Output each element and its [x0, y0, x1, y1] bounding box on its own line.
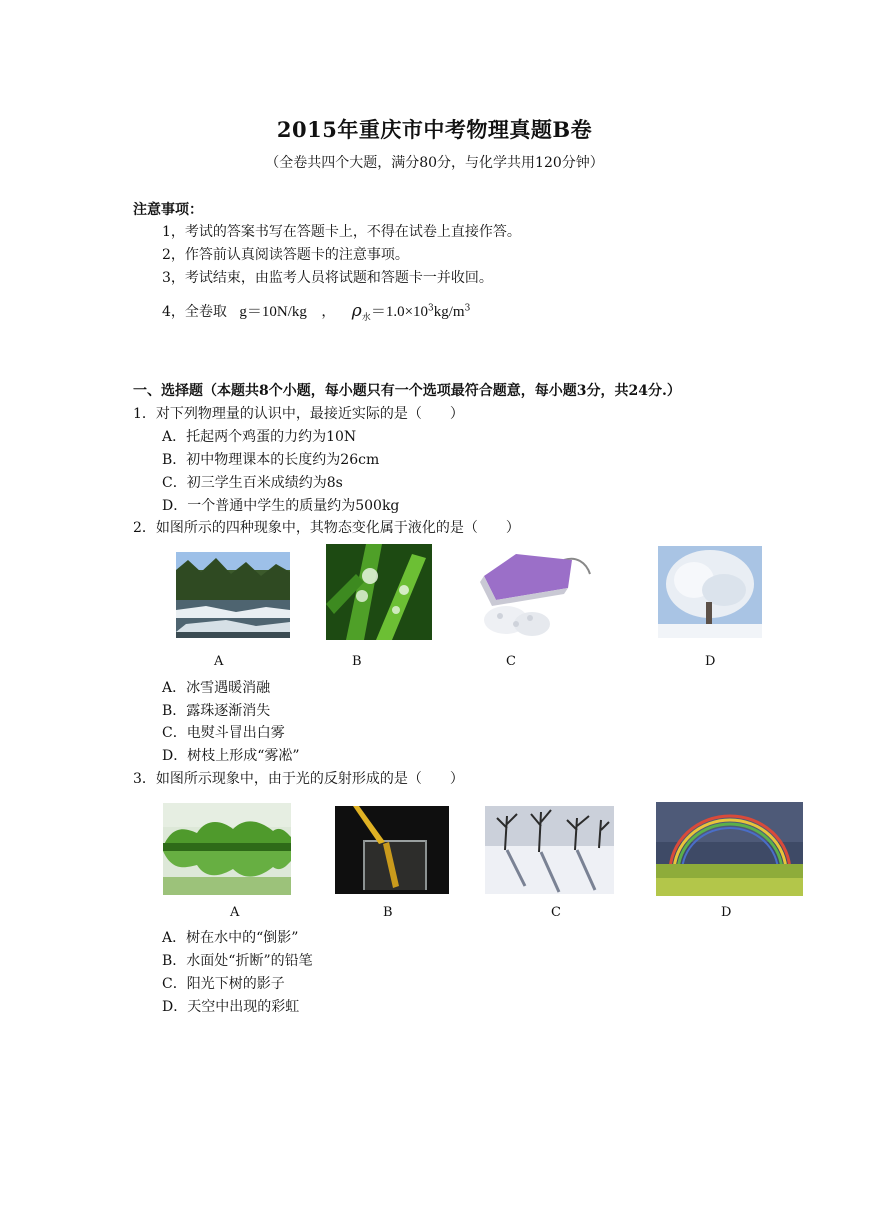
image-label: A [214, 654, 224, 669]
image-label: C [551, 905, 561, 920]
option: C．初三学生百米成绩约为8s [162, 475, 343, 491]
photo-steam-iron [476, 546, 594, 642]
rho-value: ＝1.0×10 [370, 304, 429, 320]
separator: ， [321, 304, 336, 320]
image-label: B [352, 654, 362, 669]
photo-tree-shadows [485, 806, 614, 894]
option: A．冰雪遇暖消融 [162, 680, 271, 696]
rho-exponent: 3 [428, 303, 434, 314]
rho-unit: kg/m [433, 304, 465, 320]
image-label: C [506, 654, 516, 669]
option: C．阳光下树的影子 [162, 976, 285, 992]
note-item-prefix: 4，全卷取 [162, 304, 227, 320]
option: B．露珠逐渐消失 [162, 703, 271, 719]
option: B．水面处“折断”的铅笔 [162, 953, 313, 969]
question-stem: 1．对下列物理量的认识中，最接近实际的是（ ） [133, 406, 464, 422]
rho-unit-exponent: 3 [464, 303, 471, 314]
question-stem: 3．如图所示现象中，由于光的反射形成的是（ ） [133, 771, 464, 787]
question-stem: 2．如图所示的四种现象中，其物态变化属于液化的是（ ） [133, 520, 520, 536]
option: B．初中物理课本的长度约为26cm [162, 452, 380, 468]
option: D．天空中出现的彩虹 [162, 999, 300, 1015]
section-heading: 一、选择题（本题共8个小题，每小题只有一个选项最符合题意，每小题3分，共24分.） [133, 383, 681, 399]
photo-tree-reflection [163, 803, 291, 895]
photo-dew-drops [326, 544, 432, 640]
image-label: D [721, 905, 732, 920]
image-label: D [705, 654, 716, 669]
image-label: B [383, 905, 393, 920]
option: A．托起两个鸡蛋的力约为10N [162, 429, 357, 445]
option: D．一个普通中学生的质量约为500kg [162, 498, 400, 514]
photo-melting-snow [176, 552, 290, 638]
photo-rime-tree [658, 546, 762, 638]
photo-rainbow [656, 802, 803, 896]
notes-heading: 注意事项： [133, 202, 203, 218]
rho-subscript: 水 [361, 312, 371, 323]
note-item: 1，考试的答案书写在答题卡上，不得在试卷上直接作答。 [162, 224, 521, 240]
image-label: A [230, 905, 240, 920]
option: C．电熨斗冒出白雾 [162, 725, 285, 741]
g-value: g＝10N/kg [239, 304, 307, 320]
page-subtitle: （全卷共四个大题，满分80分，与化学共用120分钟） [265, 155, 604, 171]
page-title: 2015年重庆市中考物理真题B卷 [276, 117, 593, 142]
note-item: 3，考试结束，由监考人员将试题和答题卡一并收回。 [162, 270, 493, 286]
photo-pencil-in-water [335, 806, 449, 894]
rho-symbol: ρ [351, 301, 362, 321]
note-item: 2，作答前认真阅读答题卡的注意事项。 [162, 247, 409, 263]
option: D．树枝上形成“雾凇” [162, 748, 300, 764]
note-item-constants [162, 300, 470, 323]
option: A．树在水中的“倒影” [162, 930, 299, 946]
